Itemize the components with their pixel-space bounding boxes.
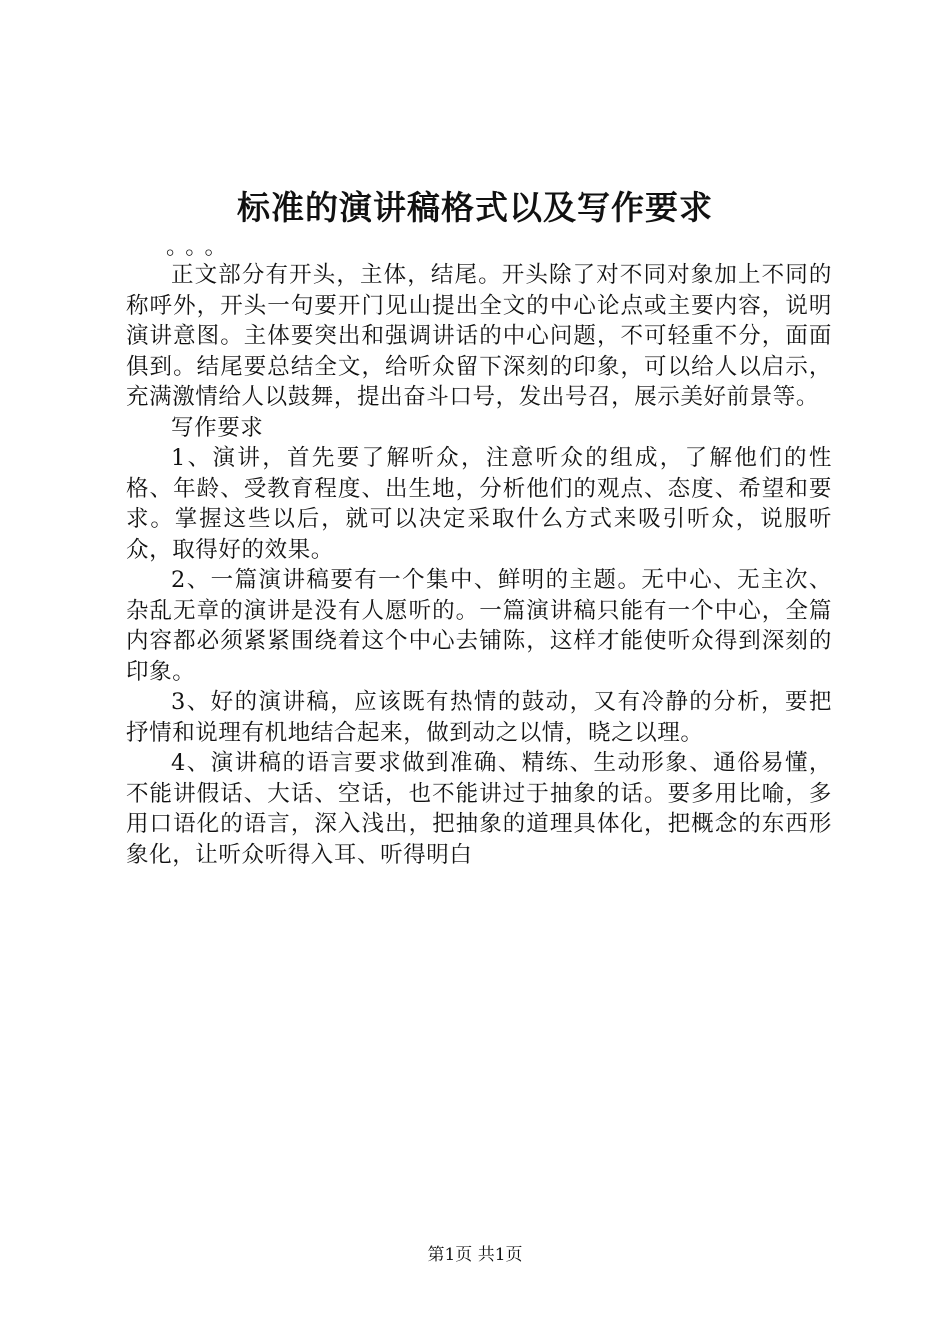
paragraph-requirement-4: 4、演讲稿的语言要求做到准确、精练、生动形象、通俗易懂，不能讲假话、大话、空话，也不能讲过于抽象的话。要多用比喻，多用口语化的语言，深入浅出，把抽象的道理具体化，把概念的东西形象化，让听众听得入耳、听得明白 xyxy=(126,750,832,868)
paragraph-requirement-3: 3、好的演讲稿，应该既有热情的鼓动，又有冷静的分析，要把抒情和说理有机地结合起来，做到动之以情，晓之以理。 xyxy=(126,689,832,746)
document-body xyxy=(126,232,832,870)
document-title: 标准的演讲稿格式以及写作要求 xyxy=(237,188,713,227)
page-footer: 第1页 共1页 xyxy=(427,1245,523,1265)
section-heading-writing-requirements: 写作要求 xyxy=(171,414,264,441)
ellipsis-line: 。。。 xyxy=(166,234,236,260)
paragraph-structure: 正文部分有开头，主体，结尾。开头除了对不同对象加上不同的称呼外，开头一句要开门见山提出全文的中心论点或主要内容，说明演讲意图。主体要突出和强调讲话的中心问题，不可轻重不分，面面俱到。结尾要总结全文，给听众留下深刻的印象，可以给人以启示，充满激情给人以鼓舞，提出奋斗口号，发出号召，展示美好前景等。 xyxy=(126,262,832,410)
paragraph-requirement-2: 2、一篇演讲稿要有一个集中、鲜明的主题。无中心、无主次、杂乱无章的演讲是没有人愿听的。一篇演讲稿只能有一个中心，全篇内容都必须紧紧围绕着这个中心去铺陈，这样才能使听众得到深刻的印象。 xyxy=(126,567,832,685)
paragraph-requirement-1: 1、演讲，首先要了解听众，注意听众的组成，了解他们的性格、年龄、受教育程度、出生地，分析他们的观点、态度、希望和要求。掌握这些以后，就可以决定采取什么方式来吸引听众，说服听众，取得好的效果。 xyxy=(126,445,832,563)
